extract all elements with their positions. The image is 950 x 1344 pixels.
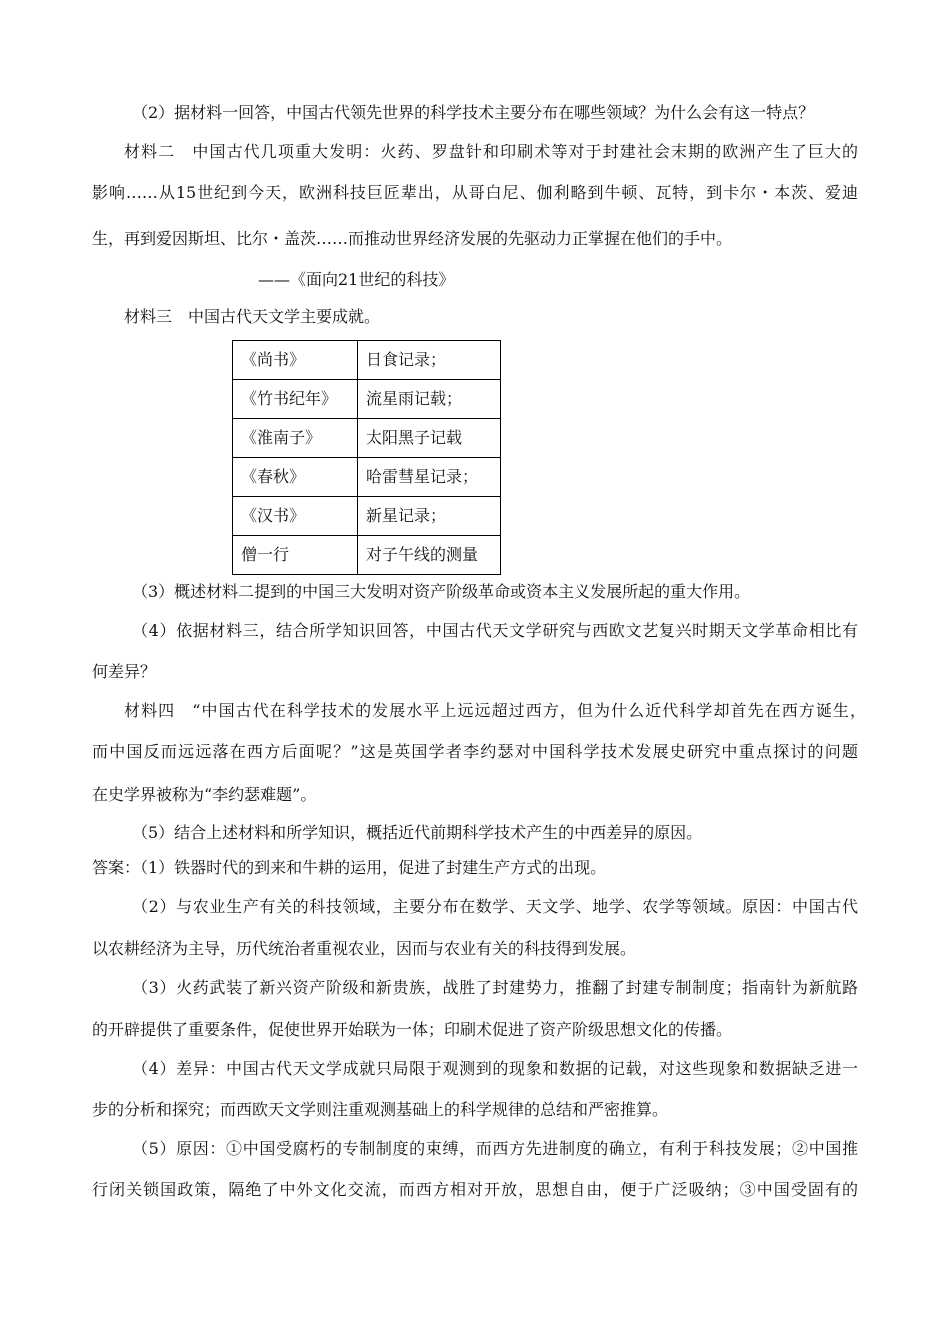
question-3: （3）概述材料二提到的中国三大发明对资产阶级革命或资本主义发展所起的重大作用。 [132, 582, 751, 601]
answer-4-line-1: （4）差异：中国古代天文学成就只局限于观测到的现象和数据的记载，对这些现象和数据缺乏进一 [132, 1059, 858, 1078]
table-cell-source: 《春秋》 [233, 458, 358, 497]
table-row [233, 536, 501, 575]
material-4-line-1: 材料四 “中国古代在科学技术的发展水平上远远超过西方，但为什么近代科学却首先在西方诞生， [124, 701, 866, 720]
astronomy-table [232, 340, 501, 575]
answer-2-line-1: （2）与农业生产有关的科技领域，主要分布在数学、天文学、地学、农学等领域。原因：中国古代 [132, 897, 858, 916]
table-cell-source: 《汉书》 [233, 497, 358, 536]
table-row [233, 419, 501, 458]
table-cell-source: 《尚书》 [233, 341, 358, 380]
table-cell-source: 《竹书纪年》 [233, 380, 358, 419]
material-2-line-3: 生，再到爱因斯坦、比尔・盖茨……而推动世界经济发展的先驱动力正掌握在他们的手中。 [92, 229, 733, 248]
question-2: （2）据材料一回答，中国古代领先世界的科学技术主要分布在哪些领域？为什么会有这一特点？ [132, 103, 815, 122]
question-4-line-1: （4）依据材料三，结合所学知识回答，中国古代天文学研究与西欧文艺复兴时期天文学革命相比有 [132, 621, 858, 640]
table-cell-source: 僧一行 [233, 536, 358, 575]
answer-3-line-2: 的开辟提供了重要条件，促使世界开始联为一体；印刷术促进了资产阶级思想文化的传播。 [92, 1020, 733, 1039]
material-3-heading: 材料三 中国古代天文学主要成就。 [124, 307, 381, 326]
table-cell-achievement: 对子午线的测量 [358, 536, 501, 575]
material-2-line-1: 材料二 中国古代几项重大发明：火药、罗盘针和印刷术等对于封建社会末期的欧洲产生了巨大的 [124, 142, 858, 161]
answer-3-line-1: （3）火药武装了新兴资产阶级和新贵族，战胜了封建势力，推翻了封建专制制度；指南针为新航路 [132, 978, 858, 997]
material-4-line-3: 在史学界被称为“李约瑟难题”。 [92, 785, 317, 804]
table-row [233, 380, 501, 419]
table-cell-achievement: 日食记录； [358, 341, 501, 380]
answer-5-line-1: （5）原因：①中国受腐朽的专制制度的束缚，而西方先进制度的确立，有利于科技发展；②中国推 [132, 1139, 858, 1158]
table-cell-source: 《淮南子》 [233, 419, 358, 458]
table-row [233, 341, 501, 380]
material-4-line-2: 而中国反而远远落在西方后面呢？”这是英国学者李约瑟对中国科学技术发展史研究中重点探讨的问题 [92, 742, 858, 761]
material-2-source: ——《面向21世纪的科技》 [258, 270, 455, 289]
answer-2-line-2: 以农耕经济为主导，历代统治者重视农业，因而与农业有关的科技得到发展。 [92, 939, 637, 958]
answer-5-line-2: 行闭关锁国政策，隔绝了中外文化交流，而西方相对开放，思想自由，便于广泛吸纳；③中国受固有的 [92, 1180, 858, 1199]
question-5: （5）结合上述材料和所学知识，概括近代前期科学技术产生的中西差异的原因。 [132, 823, 703, 842]
material-2-line-2: 影响……从15世纪到今天，欧洲科技巨匠辈出，从哥白尼、伽利略到牛顿、瓦特，到卡尔・本茨、爱迪 [92, 183, 858, 202]
table-cell-achievement: 新星记录； [358, 497, 501, 536]
table-cell-achievement: 哈雷彗星记录； [358, 458, 501, 497]
table-row [233, 497, 501, 536]
question-4-line-2: 何差异？ [92, 662, 157, 681]
table-row [233, 458, 501, 497]
table-cell-achievement: 太阳黑子记载 [358, 419, 501, 458]
answer-4-line-2: 步的分析和探究；而西欧天文学则注重观测基础上的科学规律的总结和严密推算。 [92, 1100, 669, 1119]
answer-1: 答案：（1）铁器时代的到来和牛耕的运用，促进了封建生产方式的出现。 [92, 858, 607, 877]
table-cell-achievement: 流星雨记载； [358, 380, 501, 419]
